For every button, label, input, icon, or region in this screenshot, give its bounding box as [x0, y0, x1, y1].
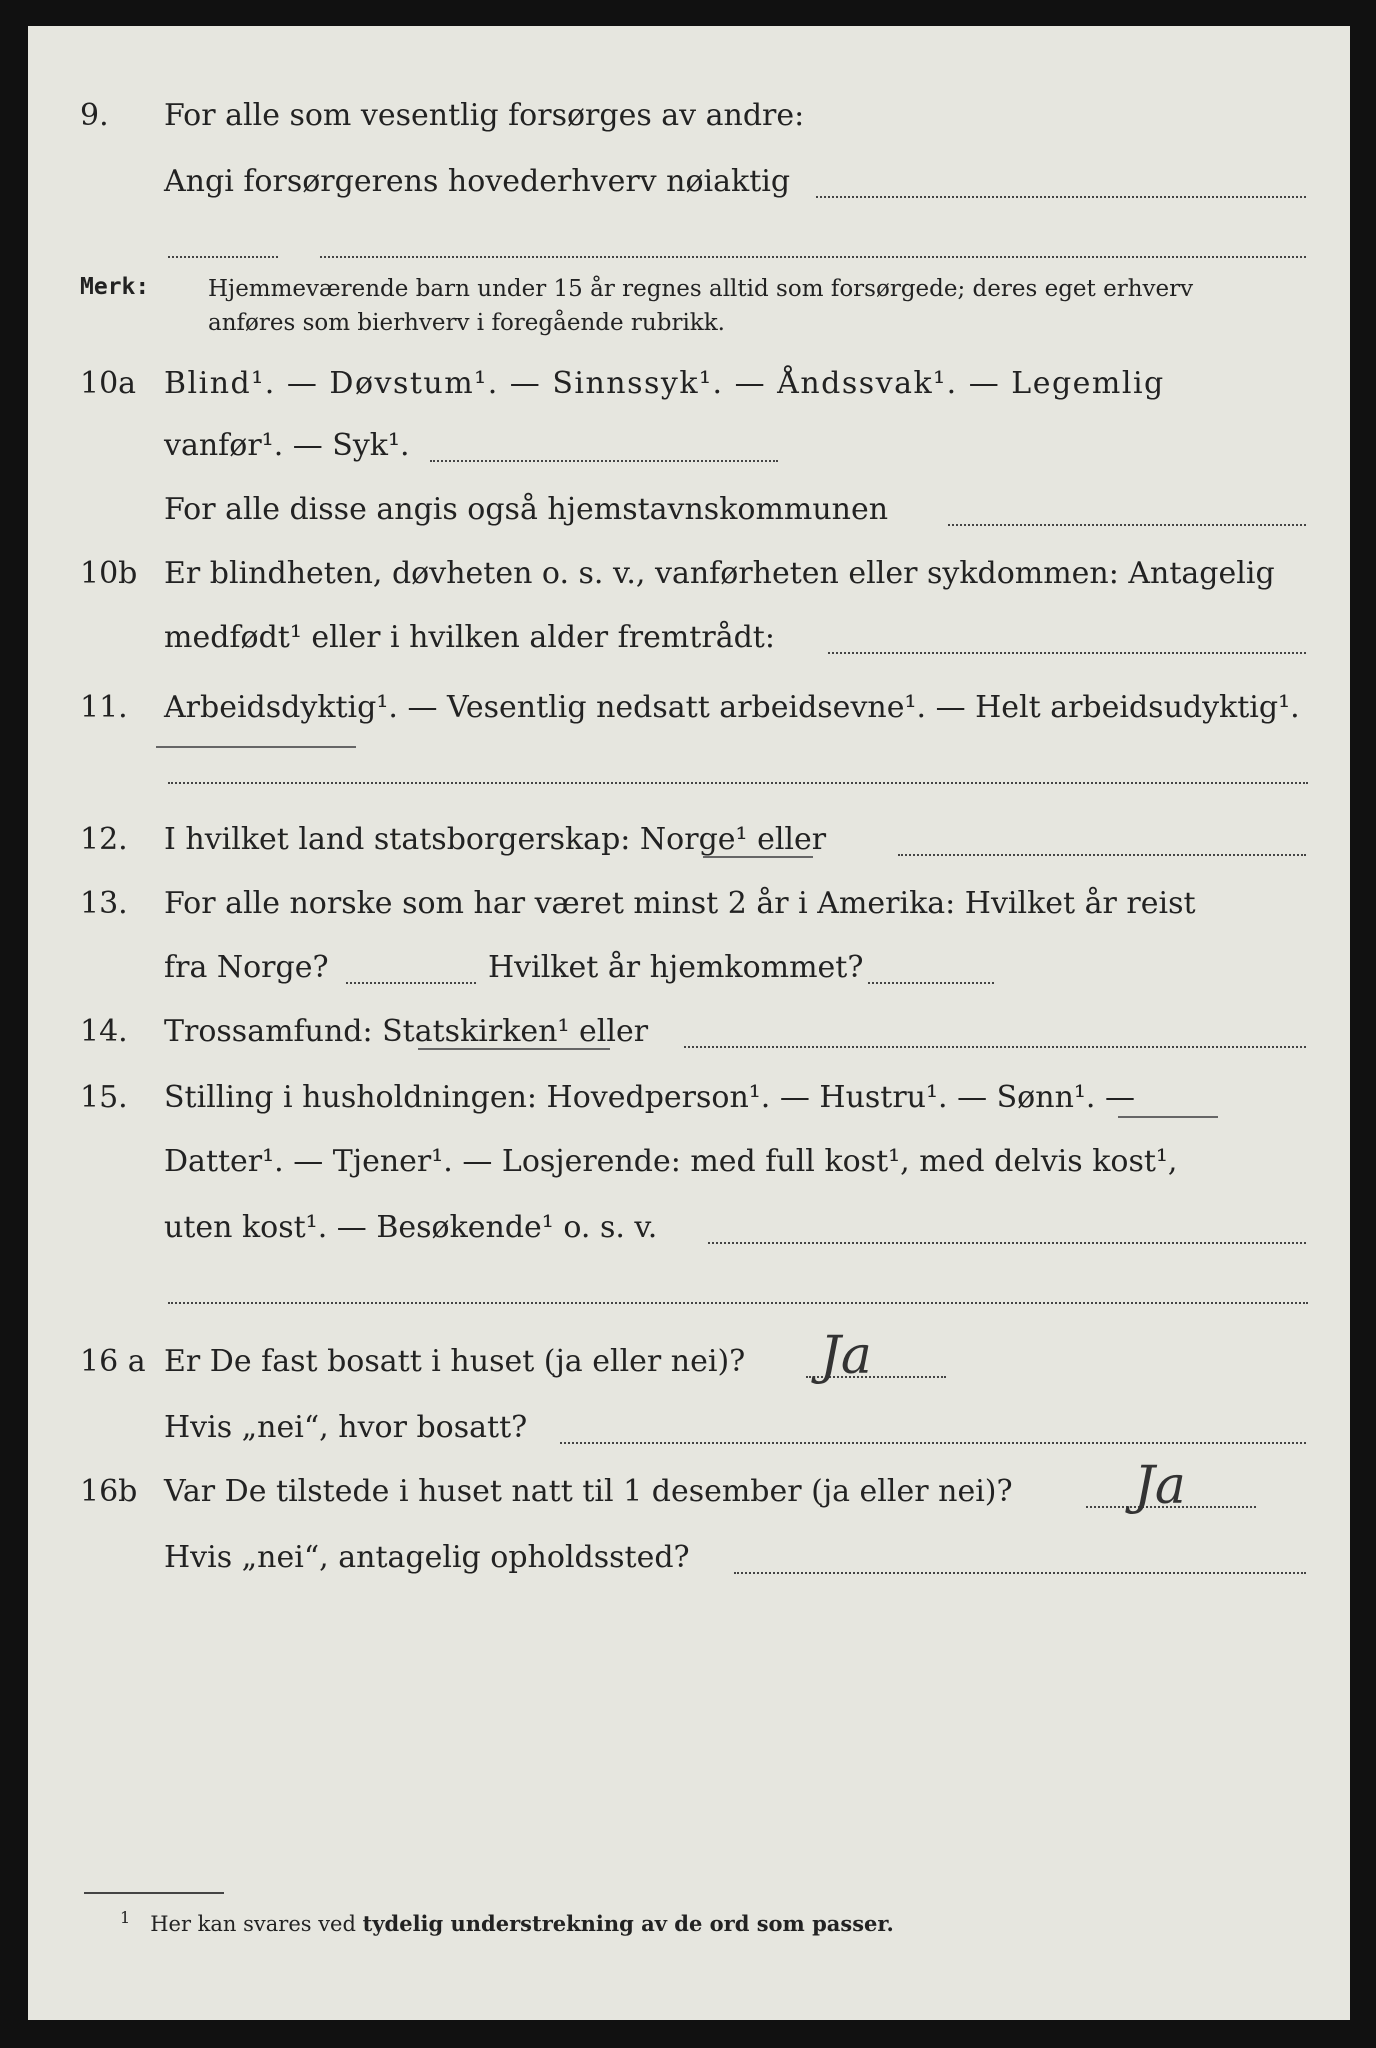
- merk-line1: Hjemmeværende barn under 15 år regnes alltid som forsørgede; deres eget erhverv: [208, 276, 1194, 302]
- footnote-mark: 1: [120, 1908, 131, 1927]
- q16a-bosatt-answer-line[interactable]: [560, 1442, 1306, 1444]
- q10a-row2: [28, 428, 1350, 472]
- q16a-row: [28, 1344, 1350, 1388]
- q14-statskirken-underline: [418, 1048, 610, 1050]
- merk-label: Merk:: [80, 274, 150, 300]
- q16a-line1: Er De fast bosatt i huset (ja eller nei)?: [164, 1344, 746, 1379]
- q12-norge-underline: [703, 856, 813, 858]
- q11-line1: Arbeidsdyktig¹. — Vesentlig nedsatt arbeidsevne¹. — Helt arbeidsudyktig¹.: [164, 690, 1300, 725]
- q16a-number: 16 a: [80, 1344, 146, 1379]
- merk-line2: anføres som bierhverv i foregående rubrikk.: [208, 310, 725, 336]
- q10b-line2: medfødt¹ eller i hvilken alder fremtrådt:: [164, 620, 775, 655]
- q16b-row2: [28, 1540, 1350, 1584]
- q14-number: 14.: [80, 1014, 128, 1049]
- q12-answer-line[interactable]: [898, 854, 1306, 856]
- q10b-row2: [28, 620, 1350, 664]
- q11-row: [28, 690, 1350, 734]
- q13-number: 13.: [80, 886, 128, 921]
- q15-row3: [28, 1210, 1350, 1254]
- footnote: [120, 1908, 894, 1936]
- q9-answer-line2a[interactable]: [168, 256, 278, 258]
- q10a-line3: For alle disse angis også hjemstavnskommunen: [164, 492, 889, 527]
- q16b-number: 16b: [80, 1474, 138, 1509]
- q14-answer-line[interactable]: [684, 1046, 1306, 1048]
- q16a-line2: Hvis „nei“, hvor bosatt?: [164, 1410, 528, 1445]
- q15-answer-line[interactable]: [708, 1242, 1306, 1244]
- q16b-opholdssted-answer-line[interactable]: [734, 1572, 1306, 1574]
- q15-line1: Stilling i husholdningen: Hovedperson¹. — Hustru¹. — Sønn¹. —: [164, 1080, 1135, 1115]
- q16b-line1: Var De tilstede i huset natt til 1 desember (ja eller nei)?: [164, 1474, 1013, 1509]
- q10a-kommune-answer-line[interactable]: [948, 524, 1306, 526]
- q10b-line1: Er blindheten, døvheten o. s. v., vanførheten eller sykdommen: Antagelig: [164, 556, 1275, 591]
- q10a-row3: [28, 492, 1350, 536]
- q16b-handwritten-answer: Ja: [1134, 1456, 1186, 1516]
- q15-sonn-underline: [1118, 1116, 1218, 1118]
- q9-line1: For alle som vesentlig forsørges av andre:: [164, 98, 805, 133]
- q10a-row: [28, 366, 1350, 410]
- q13-reist-answer-line[interactable]: [346, 982, 476, 984]
- q15-line3: uten kost¹. — Besøkende¹ o. s. v.: [164, 1210, 658, 1245]
- q14-row: [28, 1014, 1350, 1058]
- q9-line2: Angi forsørgerens hovederhverv nøiaktig: [164, 164, 791, 199]
- q16a-row2: [28, 1410, 1350, 1454]
- q13-row2: [28, 950, 1350, 994]
- q16a-handwritten-answer: Ja: [820, 1326, 872, 1386]
- q15-row2: [28, 1144, 1350, 1188]
- q15-number: 15.: [80, 1080, 128, 1115]
- q10a-line2: vanfør¹. — Syk¹.: [164, 428, 410, 463]
- q10a-number: 10a: [80, 366, 137, 401]
- q10b-answer-line[interactable]: [828, 652, 1306, 654]
- q13-row: [28, 886, 1350, 930]
- census-form-page: [28, 26, 1350, 2020]
- q13-hjemkommet-answer-line[interactable]: [868, 982, 994, 984]
- q9-row: [28, 98, 1350, 142]
- q15-line2: Datter¹. — Tjener¹. — Losjerende: med full kost¹, med delvis kost¹,: [164, 1144, 1178, 1179]
- q13-line2a: fra Norge?: [164, 950, 329, 985]
- q12-line1: I hvilket land statsborgerskap: Norge¹ eller: [164, 822, 827, 857]
- q16b-line2: Hvis „nei“, antagelig opholdssted?: [164, 1540, 690, 1575]
- q9-answer-line[interactable]: [816, 196, 1306, 198]
- q10b-row: [28, 556, 1350, 600]
- q10a-line1: Blind¹. — Døvstum¹. — Sinnssyk¹. — Åndssvak¹. — Legemlig: [164, 366, 1165, 401]
- q13-line1: For alle norske som har været minst 2 år i Amerika: Hvilket år reist: [164, 886, 1196, 921]
- q11-answer-line[interactable]: [168, 782, 1308, 784]
- footnote-text-plain: Her kan svares ved: [150, 1912, 356, 1936]
- q15-answer-line2[interactable]: [168, 1302, 1308, 1304]
- q11-number: 11.: [80, 690, 128, 725]
- q11-arbeidsdyktig-underline: [156, 746, 356, 748]
- q13-line2b: Hvilket år hjemkommet?: [488, 950, 864, 985]
- q9-answer-line2b[interactable]: [320, 256, 1306, 258]
- q9-row2: [28, 164, 1350, 208]
- q10a-syk-answer-line[interactable]: [430, 460, 778, 462]
- footnote-text-bold: tydelig understrekning av de ord som passer.: [362, 1911, 894, 1936]
- footnote-rule: [84, 1892, 224, 1894]
- q12-number: 12.: [80, 822, 128, 857]
- q9-number: 9.: [80, 98, 109, 133]
- q12-row: [28, 822, 1350, 866]
- q14-line1: Trossamfund: Statskirken¹ eller: [164, 1014, 649, 1049]
- q10b-number: 10b: [80, 556, 138, 591]
